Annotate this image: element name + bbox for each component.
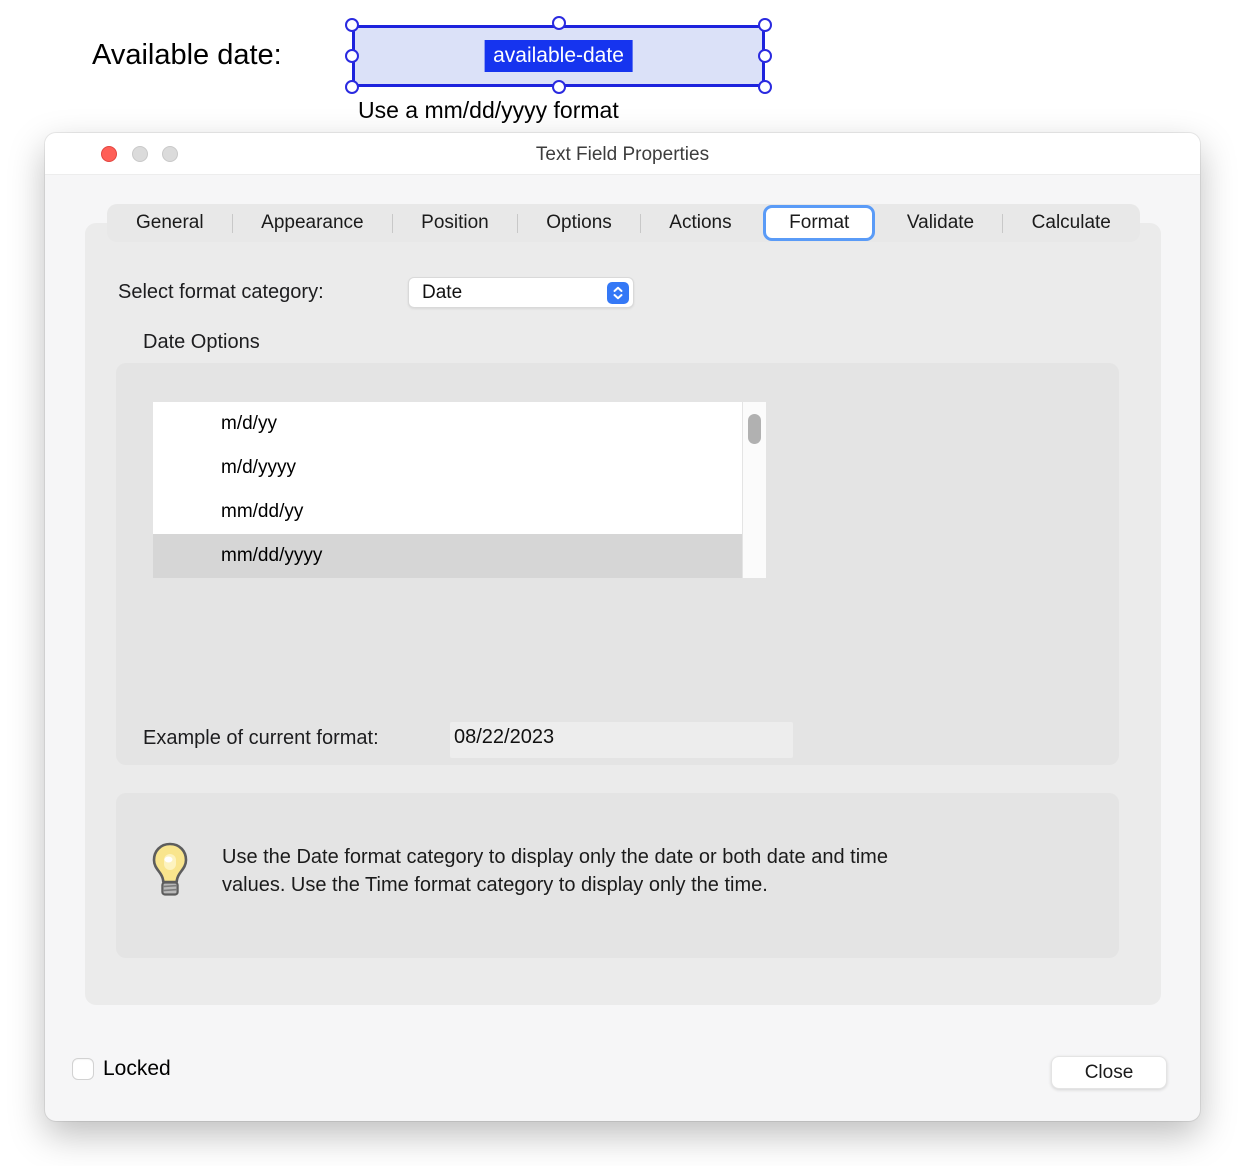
date-format-list: [153, 402, 766, 578]
selection-handle-n[interactable]: [552, 16, 566, 30]
format-category-value: Date: [422, 281, 463, 303]
field-tooltip-text: Use a mm/dd/yyyy format: [358, 97, 619, 123]
tab-bar: [107, 204, 1140, 242]
tip-text-line2: values. Use the Time format category to display only the time.: [222, 874, 768, 896]
tab-appearance[interactable]: Appearance: [261, 212, 364, 233]
list-item-mdyy[interactable]: m/d/yy: [221, 413, 277, 434]
scrollbar-thumb[interactable]: [748, 414, 761, 444]
tip-text: [222, 843, 888, 899]
lightbulb-icon: [150, 841, 190, 899]
date-options-label: Date Options: [143, 331, 260, 353]
locked-checkbox[interactable]: [72, 1058, 94, 1080]
tab-divider: [640, 214, 641, 233]
window-titlebar: [45, 133, 1200, 175]
field-name-editor[interactable]: available-date: [484, 40, 633, 72]
example-format-value[interactable]: 08/22/2023: [450, 722, 793, 758]
chevron-up-down-icon: [607, 282, 629, 304]
text-field-properties-dialog: [45, 133, 1200, 1121]
tab-general[interactable]: General: [136, 212, 204, 233]
selection-handle-ne[interactable]: [758, 18, 772, 32]
tab-divider: [517, 214, 518, 233]
tip-box: [116, 793, 1119, 958]
selection-handle-e[interactable]: [758, 49, 772, 63]
close-button[interactable]: Close: [1051, 1056, 1167, 1089]
selection-handle-sw[interactable]: [345, 80, 359, 94]
tab-calculate[interactable]: Calculate: [1031, 212, 1111, 233]
tab-format-active[interactable]: Format: [763, 205, 875, 241]
example-format-label: Example of current format:: [143, 727, 379, 749]
scrollbar-track[interactable]: [742, 402, 766, 578]
tab-divider: [392, 214, 393, 233]
tab-divider: [232, 214, 233, 233]
selection-handle-w[interactable]: [345, 49, 359, 63]
format-tab-panel: [85, 223, 1161, 1005]
tip-text-line1: Use the Date format category to display only the date or both date and time: [222, 846, 888, 868]
list-item-mmddyy[interactable]: mm/dd/yy: [221, 501, 304, 522]
list-item-mmddyyyy-selected[interactable]: mm/dd/yyyy: [153, 534, 742, 578]
tab-options[interactable]: Options: [546, 212, 612, 233]
selection-handle-s[interactable]: [552, 80, 566, 94]
selection-handle-se[interactable]: [758, 80, 772, 94]
locked-checkbox-label[interactable]: Locked: [103, 1057, 171, 1080]
tab-position[interactable]: Position: [421, 212, 489, 233]
list-item-mdyyyy[interactable]: m/d/yyyy: [221, 457, 296, 478]
format-category-select[interactable]: [408, 277, 634, 308]
date-options-group: [116, 363, 1119, 765]
selected-form-field[interactable]: [352, 25, 765, 87]
tab-actions[interactable]: Actions: [669, 212, 732, 233]
format-category-label: Select format category:: [118, 281, 324, 303]
tab-divider: [1002, 214, 1003, 233]
tab-validate[interactable]: Validate: [906, 212, 975, 233]
form-field-caption: Available date:: [92, 39, 282, 71]
selection-handle-nw[interactable]: [345, 18, 359, 32]
window-title: Text Field Properties: [535, 144, 710, 165]
